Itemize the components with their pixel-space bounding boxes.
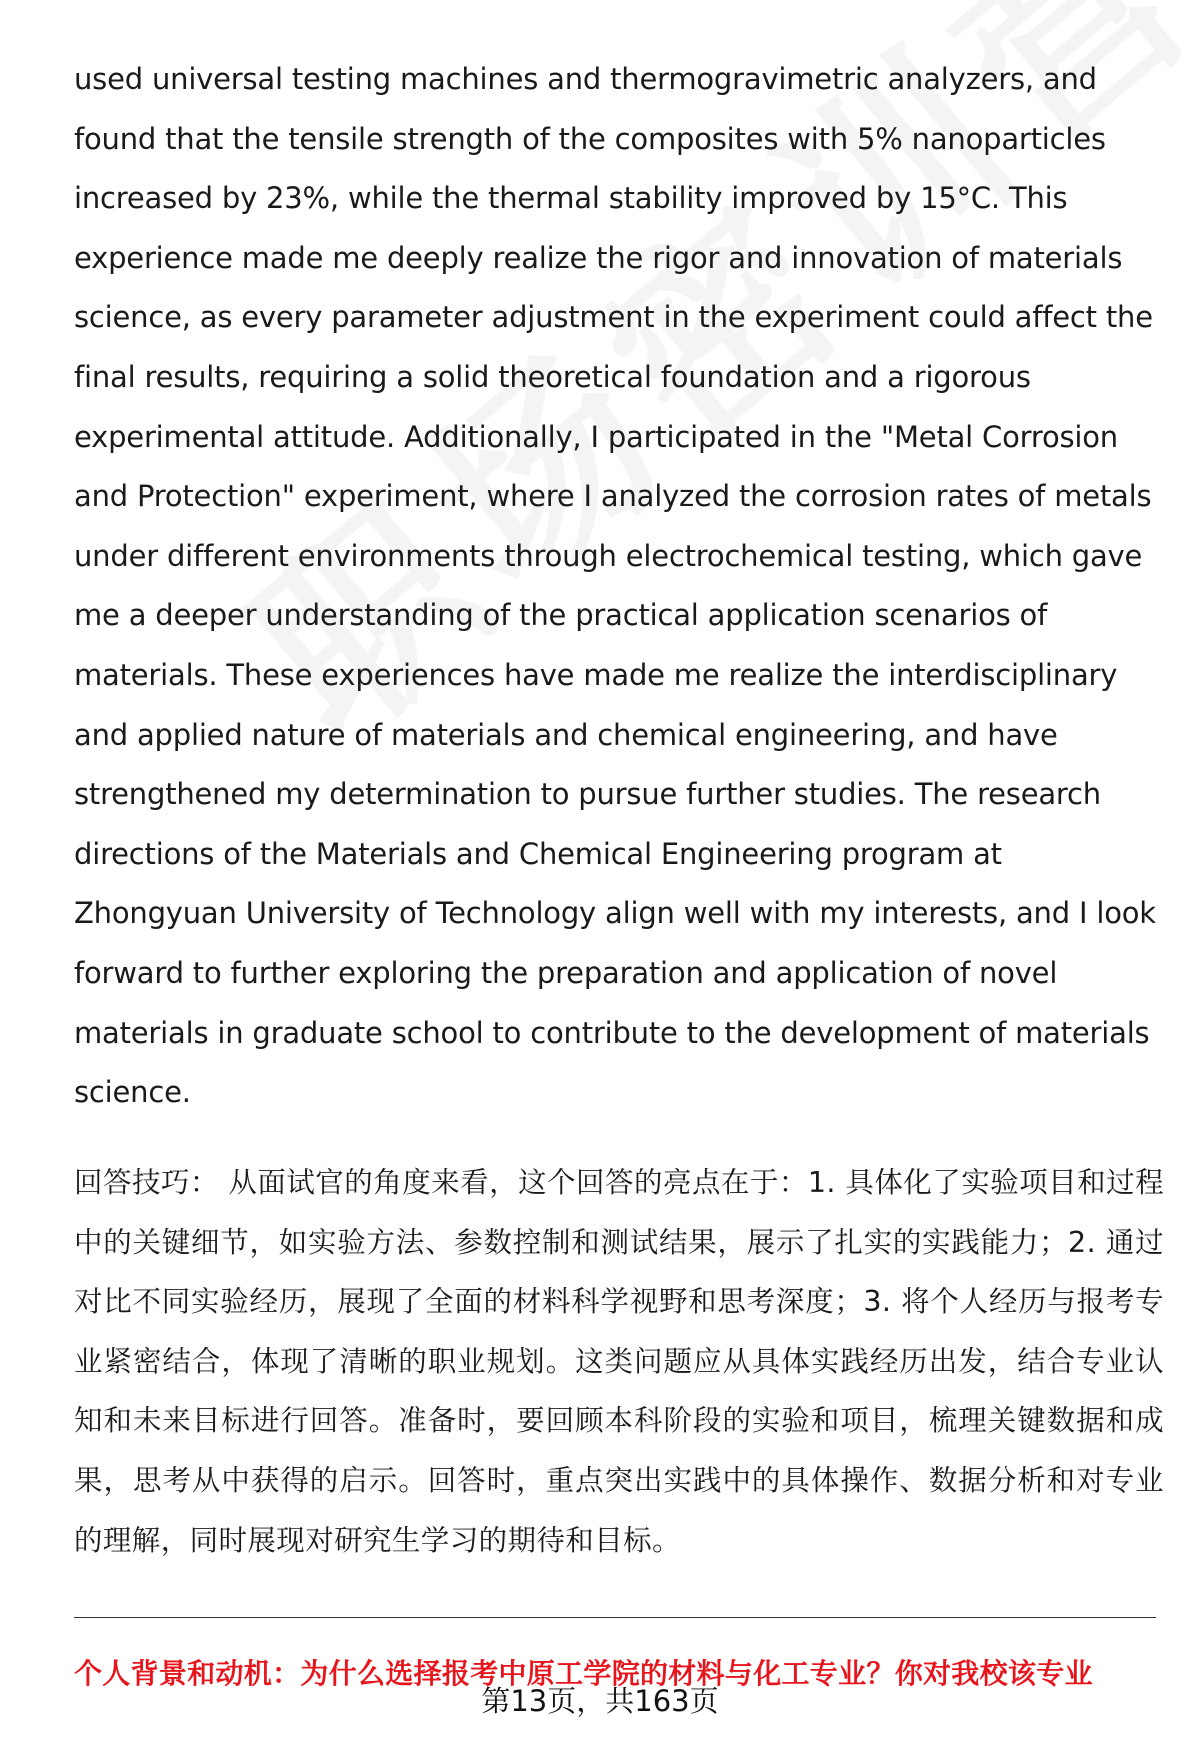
answer-paragraph: used universal testing machines and thermogravimetric analyzers, and found that the tensile strength of the composites with 5% nanoparticles increased by 23%, while the thermal stability improved by 15°C. This experience made me deeply realize the rigor and innovation of materials science, as every parameter adjustment in the experiment could affect the final results, requiring a solid theoretical foundation and a rigorous experimental attitude. Additionally, I participated in the "Metal Corrosion and Protection" experiment, where I analyzed the corrosion rates of metals under different environments through electrochemical testing, which gave me a deeper understanding of the practical application scenarios of materials. These experiences have made me realize the interdisciplinary and applied nature of materials and chemical engineering, and have strengthened my determination to pursue further studies. The research directions of the Materials and Chemical Engineering program at Zhongyuan University of Technology align well with my interests, and I look forward to further exploring the preparation and application of novel materials in graduate school to contribute to the development of materials science. — [74, 62, 1156, 1110]
section-divider — [74, 1617, 1156, 1618]
page-number: 第13页，共163页 — [481, 1684, 719, 1718]
answer-tips-paragraph: 回答技巧： 从面试官的角度来看，这个回答的亮点在于：1. 具体化了实验项目和过程中的关键细节，如实验方法、参数控制和测试结果，展示了扎实的实践能力；2. 通过对比不同实验经历，展现了全面的材料科学视野和思考深度；3. 将个人经历与报考专业紧密结合，体现了清晰的职业规划。这类问题应从具体实践经历出发，结合专业认知和未来目标进行回答。准备时，要回顾本科阶段的实验和项目，梳理关键数据和成果，思考从中获得的启示。回答时，重点突出实践中的具体操作、数据分析和对专业的理解，同时展现对研究生学习的期待和目标。 — [74, 1166, 1164, 1557]
next-question-heading: 个人背景和动机：为什么选择报考中原工学院的材料与化工专业？你对我校该专业 — [74, 1657, 1093, 1690]
